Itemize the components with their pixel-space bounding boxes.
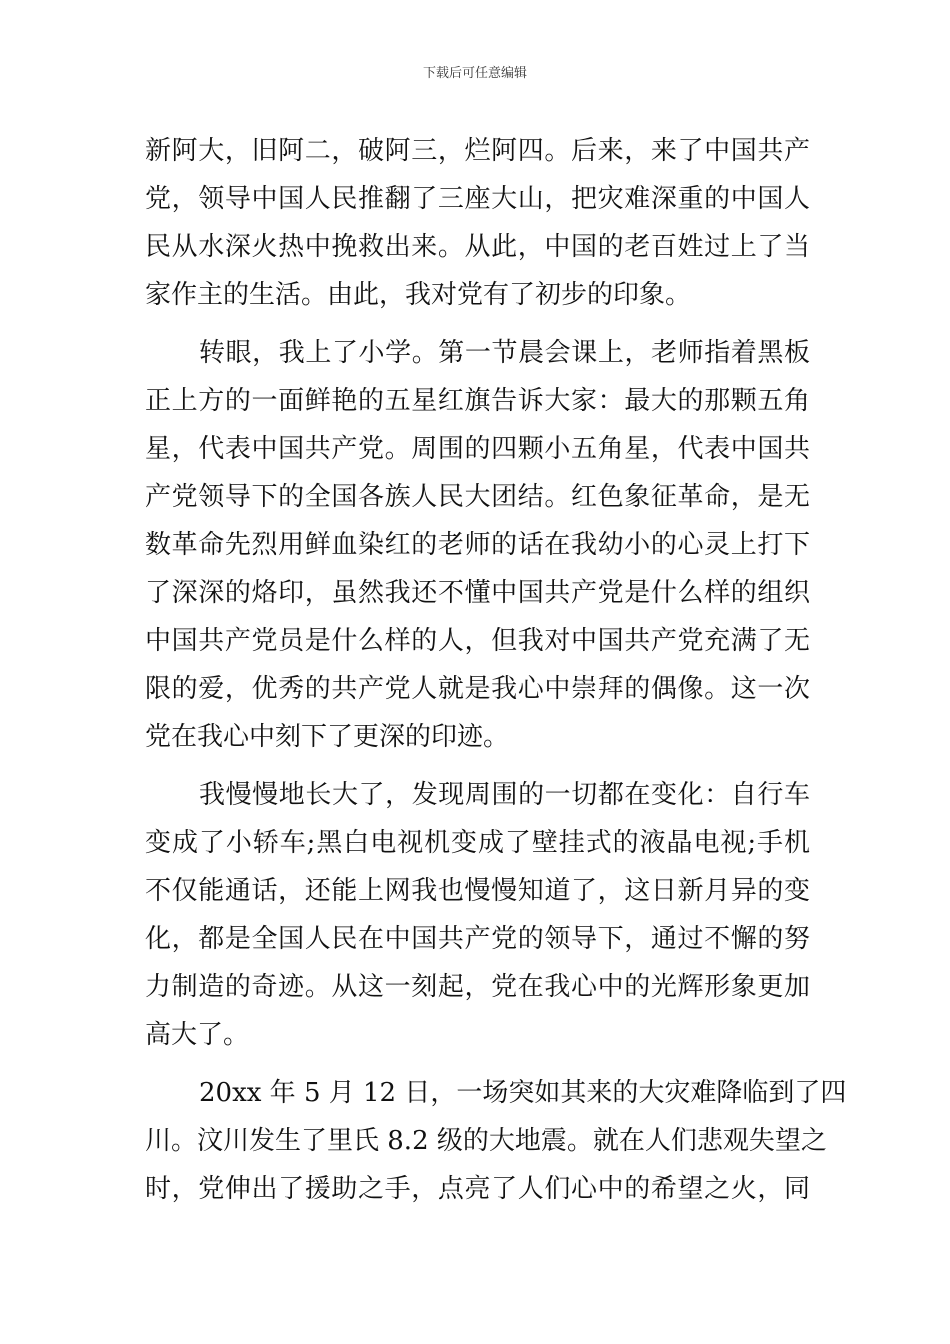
- text-line: 不仅能通话，还能上网我也慢慢知道了，这日新月异的变: [145, 876, 810, 906]
- text-line: 转眼，我上了小学。第一节晨会课上，老师指着黑板: [199, 338, 810, 368]
- text-line: 川。汶川发生了里氏 8.2 级的大地震。就在人们悲观失望之: [145, 1126, 827, 1156]
- text-line: 20xx 年 5 月 12 日，一场突如其来的大灾难降临到了四: [199, 1078, 847, 1108]
- text-line: 限的爱，优秀的共产党人就是我心中崇拜的偶像。这一次: [145, 674, 810, 704]
- text-line: 中国共产党员是什么样的人，但我对中国共产党充满了无: [145, 626, 810, 656]
- text-line: 民从水深火热中挽救出来。从此，中国的老百姓过上了当: [145, 232, 810, 262]
- paragraph: [145, 329, 810, 761]
- text-line: 新阿大，旧阿二，破阿三，烂阿四。后来，来了中国共产: [145, 136, 810, 166]
- paragraph: [145, 1069, 847, 1213]
- text-line: 产党领导下的全国各族人民大团结。红色象征革命，是无: [145, 482, 810, 512]
- text-line: 时，党伸出了援助之手，点亮了人们心中的希望之火，同: [145, 1174, 810, 1204]
- text-line: 数革命先烈用鲜血染红的老师的话在我幼小的心灵上打下: [145, 530, 810, 560]
- text-line: 变成了小轿车;黑白电视机变成了壁挂式的液晶电视;手机: [145, 828, 810, 858]
- document-body: [145, 127, 847, 1213]
- page-header: 下载后可任意编辑: [422, 66, 527, 81]
- text-line: 家作主的生活。由此，我对党有了初步的印象。: [145, 280, 692, 310]
- text-line: 星，代表中国共产党。周围的四颗小五角星，代表中国共: [145, 434, 810, 464]
- text-line: 正上方的一面鲜艳的五星红旗告诉大家：最大的那颗五角: [145, 386, 810, 416]
- text-line: 党，领导中国人民推翻了三座大山，把灾难深重的中国人: [145, 184, 810, 214]
- text-line: 化，都是全国人民在中国共产党的领导下，通过不懈的努: [145, 924, 810, 954]
- text-line: 了深深的烙印，虽然我还不懂中国共产党是什么样的组织: [145, 578, 810, 608]
- text-line: 力制造的奇迹。从这一刻起，党在我心中的光辉形象更加: [145, 972, 810, 1002]
- text-line: 我慢慢地长大了，发现周围的一切都在变化：自行车: [199, 780, 810, 810]
- text-line: 高大了。: [145, 1020, 250, 1050]
- paragraph: [145, 771, 810, 1059]
- text-line: 党在我心中刻下了更深的印迹。: [145, 722, 510, 752]
- paragraph: [145, 127, 810, 319]
